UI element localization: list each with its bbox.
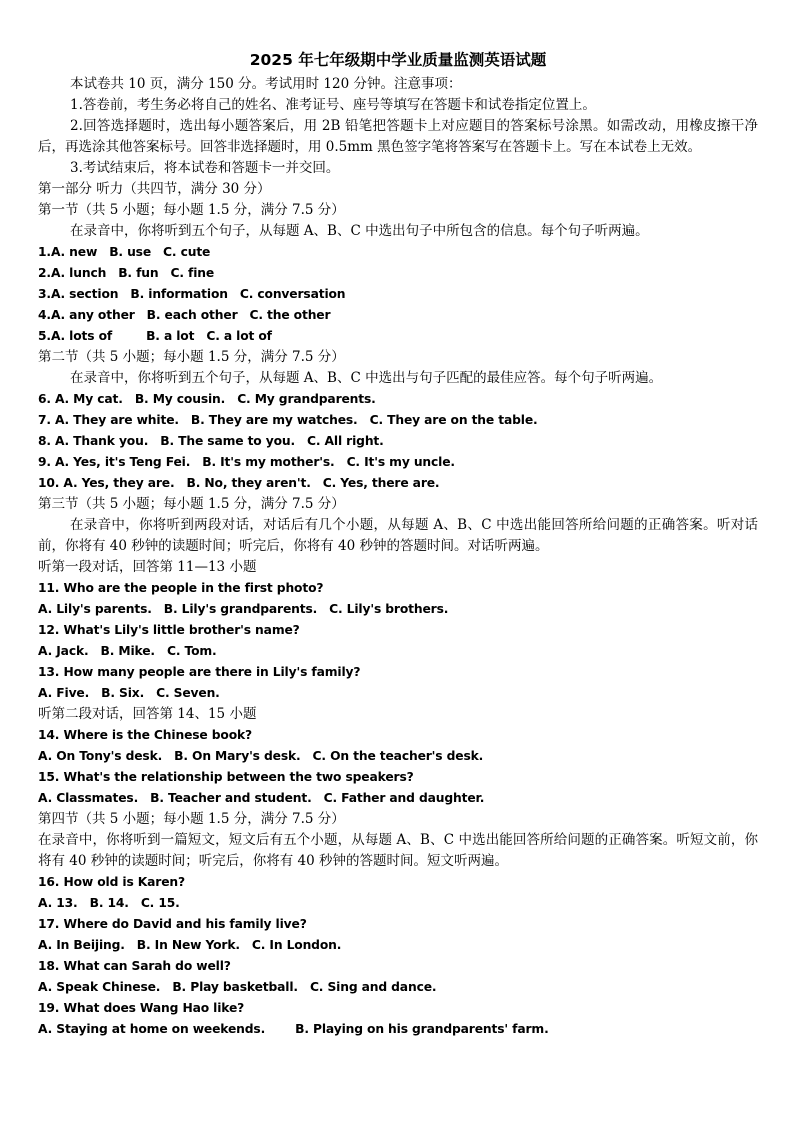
question-6: [38, 389, 758, 410]
option-c: C. 15.: [140, 896, 180, 910]
option-c: C. fine: [170, 266, 215, 280]
option-a: A. lunch: [50, 266, 107, 280]
option-c: C. Father and daughter.: [323, 791, 485, 805]
question-number: 4.: [38, 308, 51, 322]
question-3: [38, 284, 758, 305]
section3-heading: 第三节（共 5 小题；每小题 1.5 分，满分 7.5 分）: [38, 496, 345, 512]
option-b: B. Lily's grandparents.: [163, 602, 318, 616]
option-a: A. Jack.: [38, 644, 89, 658]
option-a: A. 13.: [38, 896, 78, 910]
option-a: A. Five.: [38, 686, 90, 700]
option-c: C. a lot of: [206, 329, 272, 343]
option-c: C. conversation: [239, 287, 346, 301]
option-b: B. Playing on his grandparents' farm.: [295, 1022, 549, 1036]
section4-heading: 第四节（共 5 小题；每小题 1.5 分，满分 7.5 分）: [38, 811, 345, 827]
question-11-options: [38, 599, 758, 620]
option-a: A. Classmates.: [38, 791, 139, 805]
option-b: B. each other: [146, 308, 238, 322]
section2-heading: 第二节（共 5 小题；每小题 1.5 分，满分 7.5 分）: [38, 349, 345, 365]
question-number: 2.: [38, 266, 51, 280]
question-number: 9.: [38, 455, 51, 469]
question-12-options: [38, 641, 758, 662]
option-c: C. In London.: [251, 938, 342, 952]
option-c: C. It's my uncle.: [346, 455, 455, 469]
option-a: A. Yes, it's Teng Fei.: [54, 455, 191, 469]
question-12: 12. What's Lily's little brother's name?: [38, 623, 300, 637]
section4-directions: 在录音中，你将听到一篇短文，短文后有五个小题，从每题 A、B、C 中选出能回答所给问题的正确答案。听短文前，你将有 40 秒钟的读题时间；听完后，你将有 40 秒钟的答题时间。短文听两遍。: [38, 832, 758, 869]
option-c: C. They are on the table.: [369, 413, 538, 427]
option-b: B. On Mary's desk.: [174, 749, 301, 763]
question-number: 6.: [38, 392, 51, 406]
question-2: [38, 263, 758, 284]
question-number: 5.: [38, 329, 51, 343]
question-19-options: [38, 1019, 758, 1040]
question-16: 16. How old is Karen?: [38, 875, 185, 889]
question-15-options: [38, 788, 758, 809]
question-19: 19. What does Wang Hao like?: [38, 1001, 245, 1015]
option-a: A. In Beijing.: [38, 938, 125, 952]
option-b: B. 14.: [89, 896, 129, 910]
question-18: 18. What can Sarah do well?: [38, 959, 231, 973]
option-c: C. Yes, there are.: [322, 476, 440, 490]
exam-page: [38, 48, 758, 1040]
option-a: A. new: [50, 245, 98, 259]
question-4: [38, 305, 758, 326]
option-a: A. On Tony's desk.: [38, 749, 163, 763]
question-17: 17. Where do David and his family live?: [38, 917, 307, 931]
option-b: B. Teacher and student.: [150, 791, 312, 805]
question-5: [38, 326, 758, 347]
option-b: B. In New York.: [136, 938, 240, 952]
question-14: 14. Where is the Chinese book?: [38, 728, 253, 742]
option-b: B. a lot: [146, 329, 195, 343]
option-b: B. My cousin.: [134, 392, 226, 406]
section1-directions: 在录音中，你将听到五个句子，从每题 A、B、C 中选出句子中所包含的信息。每个句子听两遍。: [70, 223, 649, 239]
question-number: 10.: [38, 476, 60, 490]
option-a: A. Thank you.: [54, 434, 149, 448]
dialogue1-instruction: 听第一段对话，回答第 11—13 小题: [38, 559, 257, 575]
question-17-options: [38, 935, 758, 956]
option-a: A. They are white.: [54, 413, 179, 427]
option-a: A. Lily's parents.: [38, 602, 152, 616]
exam-title: 2025 年七年级期中学业质量监测英语试题: [249, 51, 547, 69]
dialogue2-instruction: 听第二段对话，回答第 14、15 小题: [38, 706, 257, 722]
question-number: 3.: [38, 287, 51, 301]
section3-directions: 在录音中，你将听到两段对话，对话后有几个小题，从每题 A、B、C 中选出能回答所给问题的正确答案。听对话前，你将有 40 秒钟的读题时间；听完后，你将有 40 秒钟的答题时间。对话听两遍。: [38, 517, 758, 554]
question-18-options: [38, 977, 758, 998]
question-number: 1.: [38, 245, 51, 259]
question-14-options: [38, 746, 758, 767]
option-a: A. Yes, they are.: [63, 476, 175, 490]
question-9: [38, 452, 758, 473]
option-c: C. All right.: [307, 434, 384, 448]
option-a: A. section: [50, 287, 119, 301]
option-c: C. Seven.: [156, 686, 220, 700]
question-8: [38, 431, 758, 452]
option-a: A. Speak Chinese.: [38, 980, 161, 994]
instruction-note-1: 1.答卷前，考生务必将自己的姓名、准考证号、座号等填写在答题卡和试卷指定位置上。: [70, 97, 596, 113]
section2-directions: 在录音中，你将听到五个句子，从每题 A、B、C 中选出与句子匹配的最佳应答。每个句子听两遍。: [70, 370, 663, 386]
option-a: A. lots of: [50, 329, 113, 343]
option-b: B. Mike.: [100, 644, 155, 658]
option-c: C. cute: [163, 245, 211, 259]
instruction-note-2: 2.回答选择题时，选出每小题答案后，用 2B 铅笔把答题卡上对应题目的答案标号涂黑。如需改动，用橡皮擦干净后，再选涂其他答案标号。回答非选择题时，用 0.5mm 黑色签字笔将答案写在答题卡上。写在本试卷上无效。: [38, 118, 758, 155]
option-c: C. Lily's brothers.: [329, 602, 449, 616]
section1-heading: 第一节（共 5 小题；每小题 1.5 分，满分 7.5 分）: [38, 202, 345, 218]
question-7: [38, 410, 758, 431]
question-13-options: [38, 683, 758, 704]
question-15: 15. What's the relationship between the two speakers?: [38, 770, 414, 784]
option-c: C. My grandparents.: [237, 392, 376, 406]
option-b: B. use: [109, 245, 152, 259]
question-number: 7.: [38, 413, 51, 427]
question-13: 13. How many people are there in Lily's family?: [38, 665, 361, 679]
option-b: B. Play basketball.: [172, 980, 298, 994]
option-c: C. On the teacher's desk.: [312, 749, 484, 763]
question-10: [38, 473, 758, 494]
question-number: 8.: [38, 434, 51, 448]
option-b: B. It's my mother's.: [202, 455, 335, 469]
option-b: B. The same to you.: [160, 434, 296, 448]
option-b: B. Six.: [101, 686, 145, 700]
instruction-note-3: 3.考试结束后，将本试卷和答题卡一并交回。: [70, 160, 340, 176]
question-11: 11. Who are the people in the first photo?: [38, 581, 324, 595]
option-c: C. the other: [249, 308, 331, 322]
option-b: B. information: [130, 287, 228, 301]
instructions-intro: 本试卷共 10 页，满分 150 分。考试用时 120 分钟。注意事项：: [70, 76, 462, 92]
question-1: [38, 242, 758, 263]
option-b: B. They are my watches.: [190, 413, 358, 427]
option-c: C. Tom.: [166, 644, 217, 658]
option-a: A. My cat.: [54, 392, 123, 406]
option-b: B. No, they aren't.: [186, 476, 311, 490]
option-b: B. fun: [118, 266, 159, 280]
option-a: A. Staying at home on weekends.: [38, 1022, 266, 1036]
part1-heading: 第一部分 听力（共四节，满分 30 分）: [38, 181, 271, 197]
question-16-options: [38, 893, 758, 914]
option-c: C. Sing and dance.: [309, 980, 437, 994]
option-a: A. any other: [50, 308, 135, 322]
